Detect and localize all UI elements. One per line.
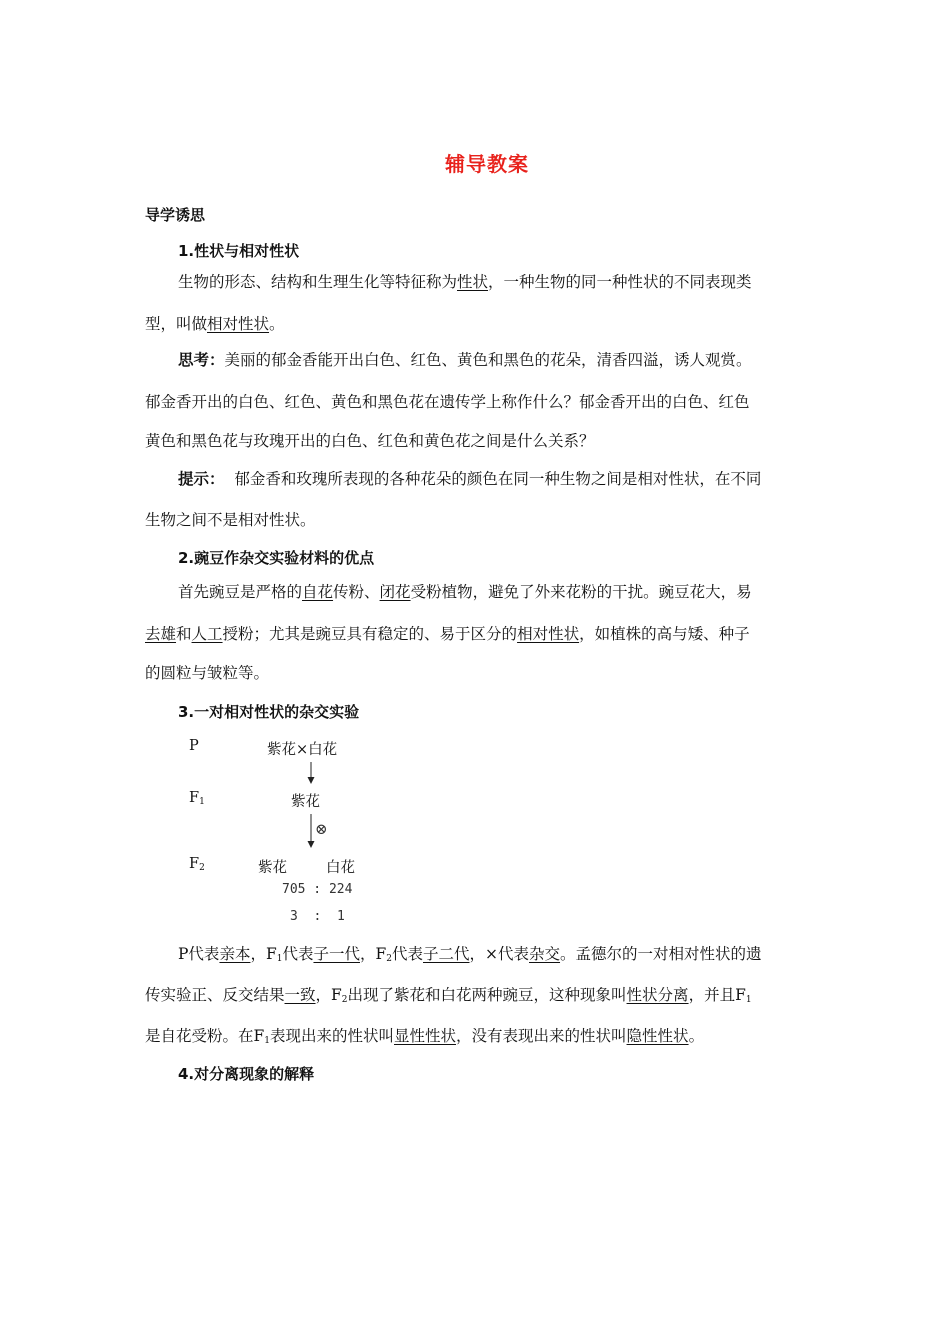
paragraph-traits-line1: 生物的形态、结构和生理生化等特征称为性状，一种生物的同一种性状的不同表现类 <box>178 273 752 291</box>
hint-line2: 生物之间不是相对性状。 <box>145 511 316 529</box>
cross-line2: 传实验正、反交结果一致，$F_2$出现了紫花和白花两种豌豆，这种现象叫性状分离，并且$F_1$ <box>145 986 752 1005</box>
blank-answer: 子一代 <box>313 945 360 963</box>
pea-line3: 的圆粒与皱粒等。 <box>145 664 270 682</box>
hint-label: 提示： <box>178 470 225 488</box>
blank-answer: 显性性状 <box>394 1027 457 1045</box>
section-heading: 导学诱思 <box>145 206 206 224</box>
f2-ratio: 3 : 1 <box>290 909 345 924</box>
blank-answer: 隐性性状 <box>626 1027 689 1045</box>
heading-pea-advantages: 2.豌豆作杂交实验材料的优点 <box>178 549 375 567</box>
heading-traits: 1.性状与相对性状 <box>178 242 300 260</box>
blank-answer: 一致 <box>284 986 316 1004</box>
p-generation-label: P <box>189 738 199 754</box>
blank-answer: 相对性状 <box>517 625 580 643</box>
self-pollination-icon: ⊗ <box>315 820 328 838</box>
blank-answer: 子二代 <box>423 945 470 963</box>
blank-answer: 去雄 <box>145 625 177 643</box>
blank-answer: 自花 <box>302 583 334 601</box>
f2-generation-label: $F_2$ <box>189 856 205 873</box>
blank-answer: 杂交 <box>529 945 561 963</box>
blank-answer: 性状分离 <box>626 986 689 1004</box>
blank-answer: 闭花 <box>379 583 411 601</box>
page-title: 辅导教案 <box>445 152 529 176</box>
blank-answer: 人工 <box>191 625 223 643</box>
f1-generation-label: $F_1$ <box>189 790 205 807</box>
blank-answer: 相对性状 <box>207 315 270 333</box>
p-cross: 紫花×白花 <box>267 742 338 758</box>
hint-line1: 提示： 郁金香和玫瑰所表现的各种花朵的颜色在同一种生物之间是相对性状，在不同 <box>178 470 762 488</box>
pea-line1: 首先豌豆是严格的自花传粉、闭花受粉植物，避免了外来花粉的干扰。豌豆花大，易 <box>178 583 752 601</box>
paragraph-traits-line2: 型，叫做相对性状。 <box>145 315 285 333</box>
f1-value: 紫花 <box>291 794 320 810</box>
think-line1: 思考：美丽的郁金香能开出白色、红色、黄色和黑色的花朵，清香四溢，诱人观赏。 <box>178 351 752 369</box>
heading-cross-experiment: 3.一对相对性状的杂交实验 <box>178 703 360 721</box>
blank-answer: 亲本 <box>219 945 251 963</box>
cross-line3: 是自花受粉。在$F_1$表现出来的性状叫显性性状，没有表现出来的性状叫隐性性状。 <box>145 1027 705 1046</box>
blank-answer: 性状 <box>457 273 489 291</box>
pea-line2: 去雄和人工授粉；尤其是豌豆具有稳定的、易于区分的相对性状，如植株的高与矮、种子 <box>145 625 750 643</box>
think-label: 思考： <box>178 351 225 369</box>
think-line3: 黄色和黑色花与玫瑰开出的白色、红色和黄色花之间是什么关系？ <box>145 432 595 450</box>
arrow-down-icon <box>306 762 316 786</box>
f2-left: 紫花 <box>258 860 287 876</box>
f2-counts: 705 : 224 <box>282 882 353 897</box>
heading-segregation-explanation: 4.对分离现象的解释 <box>178 1065 315 1083</box>
cross-line1: P代表亲本，$F_1$代表子一代，$F_2$代表子二代，×代表杂交。孟德尔的一对相对性状的遗 <box>178 945 762 964</box>
think-line2: 郁金香开出的白色、红色、黄色和黑色花在遗传学上称作什么？郁金香开出的白色、红色 <box>145 393 750 411</box>
f2-right: 白花 <box>326 860 355 876</box>
